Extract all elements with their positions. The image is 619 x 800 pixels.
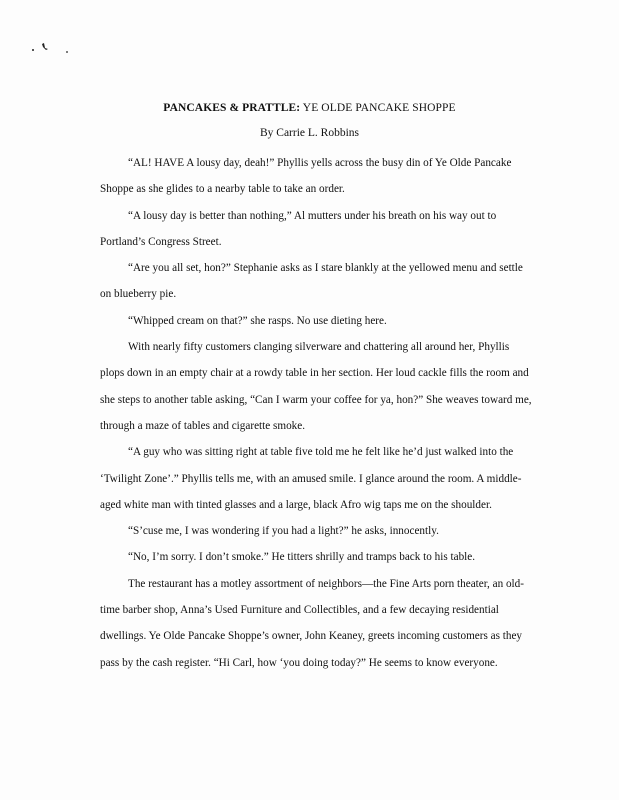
- article-title-bold: PANCAKES & PRATTLE:: [163, 102, 301, 114]
- paragraph-2: “A lousy day is better than nothing,” Al mutters under his breath on his way out to Portland’s Congress Street.: [100, 209, 497, 248]
- paragraph-9: The restaurant has a motley assortment of neighbors—the Fine Arts porn theater, an old-time barber shop, Anna’s Used Furniture and Collectibles, and a few decaying residential dwellings. Ye Olde Pancake Shoppe’s owner, John Keaney, greets incoming customers as they pass by the cash register. “Hi Carl, how ‘you doing today?” He seems to know everyone.: [100, 577, 524, 669]
- article-byline: By Carrie L. Robbins: [259, 127, 360, 139]
- paragraph-1: “AL! HAVE A lousy day, deah!” Phyllis yells across the busy din of Ye Olde Pancake Shoppe as she glides to a nearby table to take an order.: [100, 157, 512, 196]
- paragraph-5: With nearly fifty customers clanging silverware and chattering all around her, Phyllis plops down in an empty chair at a rowdy table in her section. Her loud cackle fills the room and she steps to another table asking, “Can I warm your coffee for ya, hon?” She weaves toward me, through a maze of tables and cigarette smoke.: [100, 341, 532, 432]
- paragraph-6: “A guy who was sitting right at table five told me he felt like he’d just walked into the ‘Twilight Zone’.” Phyllis tells me, with an amused smile. I glance around the room. A middle-aged white man with tinted glasses and a large, black Afro wig taps me on the shoulder.: [100, 446, 522, 511]
- paragraph-8: “No, I’m sorry. I don’t smoke.” He titters shrilly and tramps back to his table.: [128, 551, 476, 564]
- article-body: [100, 150, 532, 676]
- paragraph-3: “Are you all set, hon?” Stephanie asks as I stare blankly at the yellowed menu and settle on blueberry pie.: [100, 262, 523, 301]
- article-title: [0, 102, 619, 114]
- paragraph-7: “S’cuse me, I was wondering if you had a light?” he asks, innocently.: [128, 525, 439, 538]
- article-title-rest: YE OLDE PANCAKE SHOPPE: [300, 102, 456, 114]
- paragraph-4: “Whipped cream on that?” she rasps. No use dieting here.: [128, 314, 387, 327]
- scan-specks: [30, 38, 80, 58]
